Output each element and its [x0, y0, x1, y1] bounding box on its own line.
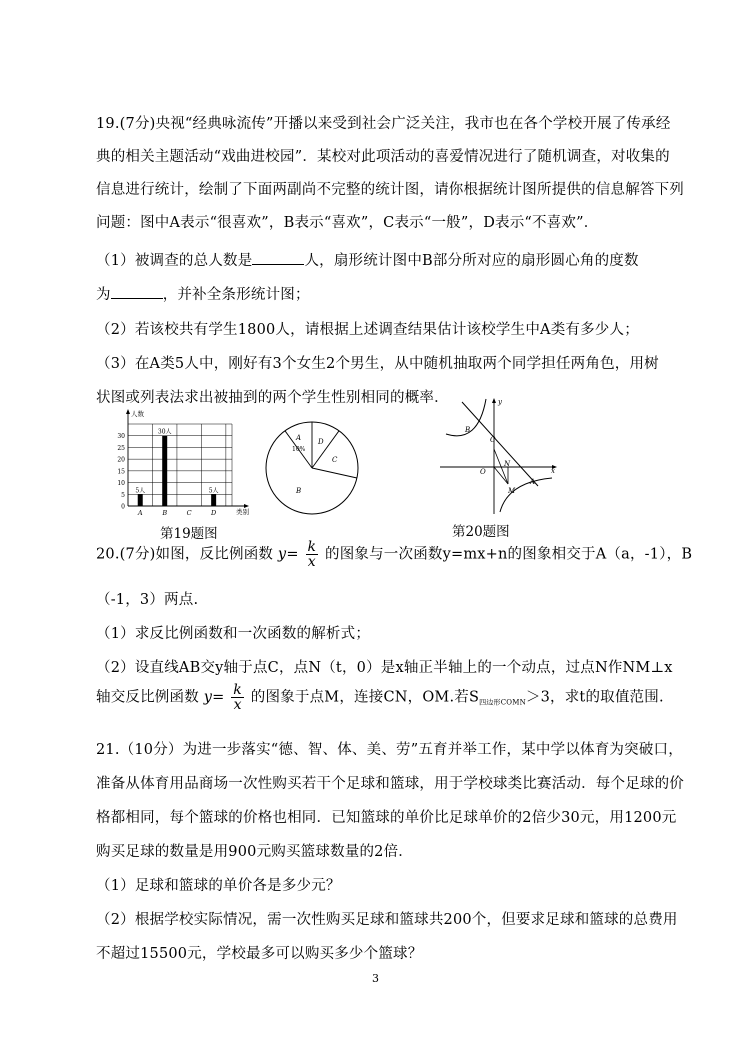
- segment-om: [494, 467, 508, 484]
- q19-part-2: （2）若该校共有学生1800人，请根据上述调查结果估计该校学生中A类有多少人；: [96, 322, 639, 338]
- q20-line-1: [96, 540, 692, 569]
- q19-part-1-text-c: 为: [96, 287, 111, 303]
- bar: [211, 494, 216, 506]
- label-x: x: [551, 467, 555, 475]
- q20-text-e: ＞3，求t的取值范围.: [525, 689, 664, 706]
- y-tick-label: 10: [117, 480, 125, 488]
- label-a: A: [530, 478, 536, 486]
- y-tick-label: 0: [121, 503, 125, 511]
- q21-line-3: 格都相同，每个篮球的价格也相同．已知篮球的单价比足球单价的2倍少30元，用1200元: [96, 810, 677, 826]
- figure-20-caption: 第20题图: [452, 524, 510, 540]
- q19-line-1: 19.(7分)央视“经典咏流传”开播以来受到社会广泛关注，我市也在各个学校开展了传承经: [96, 116, 671, 132]
- bar: [162, 436, 167, 506]
- figure-19-caption: 第19题图: [160, 526, 218, 542]
- label-c: C: [490, 436, 496, 444]
- q19-line-3: 信息进行统计，绘制了下面两副尚不完整的统计图，请你根据统计图所提供的信息解答下列: [96, 182, 684, 198]
- y-axis-label: 人数: [131, 410, 144, 418]
- y-symbol: y: [203, 689, 213, 706]
- fraction-denominator: x: [307, 554, 316, 570]
- line-ab: [462, 402, 538, 486]
- label-n: N: [504, 460, 511, 468]
- answer-blank: [111, 286, 163, 299]
- x-tick-label: A: [137, 509, 143, 517]
- q21-line-4: 购买足球的数量是用900元购买篮球数量的2倍．: [96, 844, 413, 860]
- function-graph: [438, 394, 560, 516]
- q20-part-2-cont: [96, 683, 664, 712]
- q20-part-1: （1）求反比例函数和一次函数的解析式；: [96, 626, 371, 642]
- area-subscript: 四边形COMN: [479, 698, 526, 707]
- x-tick-label: B: [162, 509, 168, 517]
- q20-line-2: （-1，3）两点.: [96, 592, 199, 608]
- data-label: 5人: [135, 487, 146, 495]
- equals-sign: =: [286, 546, 299, 563]
- pie-label-a: A: [296, 434, 302, 442]
- q19-part-1-cont: [96, 283, 310, 304]
- label-o: O: [480, 468, 486, 476]
- q19-part-3: （3）在A类5人中，刚好有3个女生2个男生，从中随机抽取两个同学担任两角色，用树: [96, 356, 659, 372]
- pie-label-c: C: [332, 456, 338, 464]
- data-label: 5人: [208, 487, 219, 495]
- equals-sign: =: [212, 689, 225, 706]
- fraction-numerator: k: [233, 682, 242, 698]
- q19-part-1-text-a: （1）被调查的总人数是: [96, 253, 253, 269]
- q19-part-1-text-b: 人，扇形统计图中B部分所对应的扇形圆心角的度数: [304, 253, 639, 269]
- q20-text-a: 20.(7分)如图，反比例函数: [96, 546, 274, 563]
- q21-part-1: （1）足球和篮球的单价各是多少元？: [96, 878, 341, 894]
- fraction-k-over-x: [231, 683, 244, 712]
- answer-blank: [252, 252, 304, 265]
- fraction-denominator: x: [233, 697, 242, 713]
- y-symbol: y: [277, 546, 287, 563]
- y-tick-label: 25: [117, 444, 125, 452]
- q19-part-3-cont: 状图或列表法求出被抽到的两个学生性别相同的概率．: [96, 390, 449, 406]
- y-tick-label: 5: [121, 491, 125, 499]
- data-label: 30人: [157, 428, 172, 436]
- q19-part-1: [96, 249, 639, 270]
- pie-label-d: D: [318, 438, 324, 446]
- x-axis-label: 类别: [236, 508, 249, 516]
- q19-line-2: 典的相关主题活动“戏曲进校园”．某校对此项活动的喜爱情况进行了随机调查，对收集的: [96, 149, 670, 165]
- y-tick-label: 15: [117, 468, 125, 476]
- q20-text-d: 的图象于点M，连接CN，OM.若S: [250, 689, 480, 706]
- q19-part-1-text-d: ，并补全条形统计图；: [162, 287, 310, 303]
- q21-part-2-cont: 不超过15500元，学校最多可以购买多少个篮球？: [96, 946, 423, 962]
- x-tick-label: C: [186, 509, 192, 517]
- y-tick-label: 20: [117, 456, 125, 464]
- pie-divider: [312, 468, 357, 478]
- y-axis-arrow: [126, 409, 130, 414]
- bar-chart: [106, 406, 258, 518]
- fraction-numerator: k: [307, 539, 317, 555]
- label-y: y: [498, 398, 502, 406]
- fraction-k-over-x: [306, 540, 319, 569]
- q20-part-2: （2）设直线AB交y轴于点C，点N（t，0）是x轴正半轴上的一个动点，过点N作NM⊥x: [96, 660, 673, 676]
- x-tick-label: D: [211, 509, 217, 517]
- pie-label-a-percent: 10%: [292, 446, 306, 453]
- q19-line-4: 问题：图中A表示“很喜欢”，B表示“喜欢”，C表示“一般”，D表示“不喜欢”．: [96, 215, 599, 231]
- y-axis-arrow: [492, 398, 496, 403]
- label-m: M: [508, 487, 516, 495]
- q20-text-c: 轴交反比例函数: [96, 689, 199, 706]
- y-tick-label: 30: [117, 433, 125, 441]
- q21-line-1: 21.（10分）为进一步落实“德、智、体、美、劳”五育并举工作，某中学以体育为突破口，: [96, 742, 683, 758]
- q21-line-2: 准备从体育用品商场一次性购买若干个足球和篮球，用于学校球类比赛活动．每个足球的价: [96, 776, 684, 792]
- q21-part-2: （2）根据学校实际情况，需一次性购买足球和篮球共200个，但要求足球和篮球的总费用: [96, 912, 678, 928]
- q20-text-b: 的图象与一次函数y=mx+n的图象相交于A（a，-1），B: [325, 546, 693, 563]
- pie-chart: [262, 418, 362, 518]
- label-b: B: [465, 426, 471, 434]
- bar: [138, 494, 143, 506]
- page-number: 3: [372, 972, 379, 985]
- pie-label-b: B: [296, 487, 302, 495]
